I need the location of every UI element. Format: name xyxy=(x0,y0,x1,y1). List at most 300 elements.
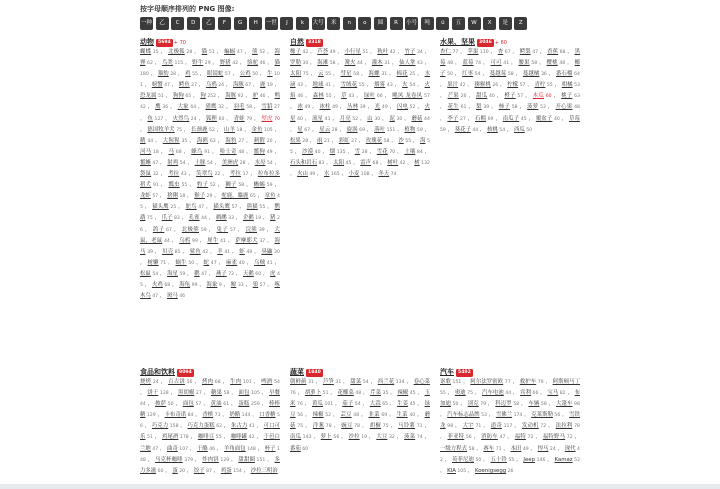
letter-button[interactable]: 一种 xyxy=(140,17,153,30)
item-link[interactable]: 大蒜 xyxy=(369,401,381,408)
item-link[interactable]: 海豚 xyxy=(225,93,237,100)
item-link[interactable]: 海龟 xyxy=(179,281,191,288)
item-link[interactable]: 阿尔法罗密欧 xyxy=(470,379,504,385)
item-link[interactable]: 灌木 xyxy=(371,60,383,67)
item-link[interactable]: 袋鼠 xyxy=(140,171,152,178)
letter-button[interactable]: C xyxy=(171,17,184,30)
item-link[interactable]: 马铃薯 xyxy=(398,423,416,430)
item-link[interactable]: 青蛙 xyxy=(233,115,245,122)
item-link[interactable]: 梨 xyxy=(475,104,482,111)
item-link[interactable]: 玫瑰花 xyxy=(365,137,383,144)
letter-button[interactable]: 吨 xyxy=(421,17,434,30)
item-link[interactable]: 布加迪 xyxy=(440,390,580,408)
item-link[interactable]: 植物 xyxy=(404,126,416,133)
item-link[interactable]: 海豹 xyxy=(225,137,237,144)
item-link[interactable]: 光 xyxy=(374,104,381,111)
item-link[interactable]: 甜菜 xyxy=(350,379,362,385)
item-link[interactable]: 五十铃 xyxy=(490,456,507,463)
item-link[interactable]: 彗星 xyxy=(340,71,352,78)
item-link[interactable]: 发动机 xyxy=(521,423,539,430)
item-link[interactable]: 宝马 xyxy=(547,390,559,397)
item-link[interactable]: 驴 xyxy=(252,93,259,100)
item-link[interactable]: 鲸 xyxy=(230,281,237,288)
item-link[interactable]: 黑胡椒 xyxy=(177,390,195,397)
item-link[interactable]: 狐狸 xyxy=(205,115,217,122)
item-link[interactable]: 罗勒 xyxy=(290,60,301,67)
item-link[interactable]: 现代 xyxy=(564,445,576,452)
item-link[interactable]: 棉花 xyxy=(396,71,408,78)
item-link[interactable]: 雷声 xyxy=(360,159,372,166)
item-link[interactable]: 海马 xyxy=(140,237,280,255)
item-link[interactable]: 山 xyxy=(367,115,373,122)
item-link[interactable]: 乌贼 xyxy=(254,259,266,266)
item-link[interactable]: 香槟 xyxy=(202,412,214,419)
item-link[interactable]: 太阳 xyxy=(333,159,345,166)
letter-button[interactable]: 大号 xyxy=(312,17,325,30)
item-link[interactable]: 核桃 xyxy=(487,126,498,133)
item-link[interactable]: 树叶 xyxy=(387,159,399,166)
item-link[interactable]: 石榴 xyxy=(475,115,487,122)
item-link[interactable]: 鳄梨 xyxy=(519,49,531,55)
item-link[interactable]: 消防车 xyxy=(481,434,498,441)
item-link[interactable]: 花椰菜 xyxy=(337,390,354,397)
item-link[interactable]: 南瓜子 xyxy=(502,115,520,122)
item-link[interactable]: 克莱斯勒 xyxy=(531,412,553,419)
item-link[interactable]: 拉布拉多猎犬 xyxy=(140,171,280,189)
item-link[interactable]: 贝壳 xyxy=(162,248,174,255)
section-title-link[interactable]: 自然 xyxy=(290,38,304,46)
item-link[interactable]: 大宇 xyxy=(462,423,474,430)
letter-button[interactable]: 圆 xyxy=(374,17,387,30)
item-link[interactable]: 芦笋 xyxy=(322,379,334,385)
item-link[interactable]: 甜瓜 xyxy=(475,93,488,100)
item-link[interactable]: 口香糖 xyxy=(259,412,276,419)
section-title-link[interactable]: 水果、坚果 xyxy=(440,38,475,46)
item-link[interactable]: 猫 xyxy=(201,49,208,55)
item-link[interactable]: 流星 xyxy=(312,115,324,122)
item-link[interactable]: 猫头鹰 xyxy=(213,204,230,211)
item-link[interactable]: 救护车 xyxy=(519,379,537,385)
item-link[interactable]: 蜂鸟 xyxy=(191,148,203,155)
letter-button[interactable]: o xyxy=(358,17,371,30)
item-link[interactable]: 草 xyxy=(341,93,347,100)
item-link[interactable]: 辣椒 xyxy=(397,390,409,397)
item-link[interactable]: 驼鹿，麋鹿 xyxy=(221,193,249,200)
item-link[interactable]: 山羊 xyxy=(224,126,235,133)
item-link[interactable]: 熊 xyxy=(252,49,258,55)
item-link[interactable]: 巧克力 xyxy=(151,423,169,430)
item-link[interactable]: 蜥蜴 xyxy=(253,182,266,189)
item-link[interactable]: 章鱼 xyxy=(264,193,276,200)
item-link[interactable]: 大豆 xyxy=(376,434,388,441)
item-link[interactable]: 浣熊 xyxy=(245,226,258,233)
item-link[interactable]: 月亮 xyxy=(339,115,351,122)
item-link[interactable]: 甜甜圈 xyxy=(238,456,255,463)
item-link[interactable]: 冬天 xyxy=(378,171,390,178)
item-link[interactable]: 海滩 xyxy=(317,60,329,67)
item-link[interactable]: 苹果 xyxy=(467,49,479,55)
item-link[interactable]: 大篷车 xyxy=(555,401,573,408)
item-link[interactable]: 樱桃 xyxy=(546,60,558,67)
item-link[interactable]: 福特 xyxy=(514,434,526,441)
item-link[interactable]: 犀牛 xyxy=(207,237,219,244)
item-link[interactable]: 大鼠，老鼠 xyxy=(140,226,280,244)
item-link[interactable]: 一级方程式 xyxy=(440,445,468,452)
item-link[interactable]: 青柠 xyxy=(534,82,546,89)
item-link[interactable]: 开心果 xyxy=(555,104,573,111)
item-link[interactable]: 金鱼 xyxy=(251,126,263,133)
item-link[interactable]: 蜗牛 xyxy=(175,259,187,266)
item-link[interactable]: Koenigsegg xyxy=(474,467,507,474)
item-link[interactable]: 本田 xyxy=(510,445,522,452)
item-link[interactable]: 鲨鱼 xyxy=(189,248,201,255)
item-link[interactable]: 柿子 xyxy=(498,104,511,111)
letter-button[interactable]: 小号 xyxy=(405,17,418,30)
item-link[interactable]: 西兰花 xyxy=(377,379,395,385)
item-link[interactable]: 雪佛兰 xyxy=(495,412,513,419)
item-link[interactable]: 炸肉饼 xyxy=(202,456,219,463)
item-link[interactable]: 大猩猩 xyxy=(162,137,180,144)
item-link[interactable]: 面包 xyxy=(238,390,250,397)
item-link[interactable]: 树 xyxy=(414,159,420,166)
letter-button[interactable]: 五 xyxy=(452,17,465,30)
letter-button[interactable]: J xyxy=(280,17,293,30)
item-link[interactable]: 德国牧羊犬 xyxy=(147,126,175,133)
item-link[interactable]: 啄木鸟 xyxy=(140,281,280,300)
item-link[interactable]: 赛车 xyxy=(483,445,495,452)
letter-button[interactable]: X xyxy=(483,17,496,30)
item-link[interactable]: 海象 xyxy=(206,281,218,288)
item-link[interactable]: 狗 xyxy=(200,93,206,100)
item-link[interactable]: 太阳 xyxy=(290,71,302,78)
item-link[interactable]: 篝火 xyxy=(344,60,356,67)
item-link[interactable]: 冰柱 xyxy=(319,104,331,111)
item-link[interactable]: 别克 xyxy=(467,401,479,408)
item-link[interactable]: 松鼠 xyxy=(140,270,151,277)
item-link[interactable]: 饼干 xyxy=(147,390,159,397)
item-link[interactable]: 香蕉 xyxy=(547,49,559,55)
item-link[interactable]: 鬣狗 xyxy=(253,148,266,155)
item-link[interactable]: 彩虹 xyxy=(338,137,350,144)
item-link[interactable]: 沙拉三明治 xyxy=(250,467,278,474)
item-link[interactable]: 糖果 xyxy=(210,390,222,397)
item-link[interactable]: 猴子 xyxy=(194,193,206,200)
item-link[interactable]: 猫豹 xyxy=(157,71,169,78)
item-link[interactable]: 草莓 xyxy=(569,115,580,122)
item-link[interactable]: 水 xyxy=(324,171,330,178)
item-link[interactable]: 菠萝 xyxy=(527,104,539,111)
item-link[interactable]: 龙虾 xyxy=(140,193,151,200)
item-link[interactable]: 乌鸦 xyxy=(205,82,217,89)
item-link[interactable]: 鹅 xyxy=(140,137,146,144)
item-link[interactable]: 考拉 xyxy=(168,171,180,178)
item-link[interactable]: 鸡 xyxy=(185,71,191,78)
item-link[interactable]: 巧克力蛋糕 xyxy=(187,423,215,430)
item-link[interactable]: 汽车标志品牌 xyxy=(447,412,480,419)
item-link[interactable]: 椰子 xyxy=(440,60,580,78)
item-link[interactable]: 鸡尾酒 xyxy=(161,434,179,441)
item-link[interactable]: 干邑白兰地 xyxy=(140,434,280,452)
item-link[interactable]: 啤酒 xyxy=(261,379,273,385)
item-link[interactable]: 红枣 xyxy=(462,71,474,78)
item-link[interactable]: 海鸥 xyxy=(196,137,209,144)
item-link[interactable]: 闪电 xyxy=(396,104,408,111)
letter-button[interactable]: k xyxy=(296,17,309,30)
item-link[interactable]: 法拉利 xyxy=(555,423,573,430)
item-link[interactable]: 奥迪 xyxy=(454,390,466,397)
item-link[interactable]: 蝙蝠 xyxy=(224,49,236,55)
item-link[interactable]: 菲亚特 xyxy=(447,434,465,441)
item-link[interactable]: 南瓜 xyxy=(290,434,302,441)
item-link[interactable]: 虾 xyxy=(239,248,245,255)
item-link[interactable]: 鸟类 xyxy=(161,60,173,67)
item-link[interactable]: 哈士奇 xyxy=(219,148,237,155)
item-link[interactable]: 百吉饼 xyxy=(168,379,185,385)
item-link[interactable]: 公鸡 xyxy=(239,71,251,78)
item-link[interactable]: 孔雀 xyxy=(188,215,200,222)
item-link[interactable]: 鸽子 xyxy=(152,226,165,233)
section-title-link[interactable]: 动物 xyxy=(140,38,154,46)
item-link[interactable]: 鬣蜥 xyxy=(140,159,151,166)
item-link[interactable]: 海螺 xyxy=(368,71,380,78)
item-link[interactable]: 可可 xyxy=(490,60,502,67)
item-link[interactable]: 树懒 xyxy=(147,259,159,266)
item-link[interactable]: 菠菜 xyxy=(404,434,416,441)
item-link[interactable]: 萨摩耶犬 xyxy=(235,237,258,244)
item-link[interactable]: 蛋糕 xyxy=(238,401,250,408)
item-link[interactable]: 熊猫 xyxy=(246,204,258,211)
item-link[interactable]: 斑马 xyxy=(166,293,178,300)
item-link[interactable]: 土壤 xyxy=(404,148,416,155)
item-link[interactable]: 雪花 xyxy=(376,148,388,155)
item-link[interactable]: 沙拉 xyxy=(348,434,360,441)
item-link[interactable]: 饺子 xyxy=(193,467,205,474)
item-link[interactable]: 乌鸦 xyxy=(179,237,191,244)
item-link[interactable]: 猫 xyxy=(274,60,280,67)
item-link[interactable]: Jeep xyxy=(523,456,536,463)
item-link[interactable]: 冰 xyxy=(297,104,303,111)
item-link[interactable]: 火鸡 xyxy=(151,281,163,288)
item-link[interactable]: 李子 xyxy=(447,115,459,122)
item-link[interactable]: 猞猁 xyxy=(167,193,178,200)
item-link[interactable]: Kamaz xyxy=(554,456,573,463)
item-link[interactable]: 秋叶 xyxy=(377,49,389,55)
item-link[interactable]: 企鹅 xyxy=(242,215,254,222)
item-link[interactable]: 大象 xyxy=(177,104,189,111)
item-link[interactable]: 腰果 xyxy=(518,60,530,67)
item-link[interactable]: 多力多滋 xyxy=(140,456,280,474)
item-link[interactable]: 小行星 xyxy=(344,49,361,55)
item-link[interactable]: 射鸡 xyxy=(167,159,179,166)
item-link[interactable]: 马 xyxy=(168,148,175,155)
item-link[interactable]: 果汁 xyxy=(447,82,459,89)
item-link[interactable]: 咖啡豆 xyxy=(197,434,215,441)
item-link[interactable]: 兔子 xyxy=(216,226,229,233)
item-link[interactable]: 火烈鸟 xyxy=(172,115,190,122)
item-link[interactable]: 麻雀 xyxy=(226,259,238,266)
item-link[interactable]: 柠檬 xyxy=(507,82,519,89)
item-link[interactable]: 河马 xyxy=(140,148,152,155)
item-link[interactable]: 星 xyxy=(297,126,303,133)
item-link[interactable]: 羊角面包 xyxy=(223,445,246,452)
item-link[interactable]: 蔓越莓 xyxy=(489,71,507,78)
item-link[interactable]: 辣椒 xyxy=(312,412,324,419)
item-link[interactable]: 壁虎 xyxy=(261,115,273,122)
item-link[interactable]: 火山 xyxy=(297,171,308,178)
item-link[interactable]: 沙 xyxy=(398,137,404,144)
item-link[interactable]: 水滴 xyxy=(290,71,430,89)
item-link[interactable]: 葵花子 xyxy=(454,126,471,133)
item-link[interactable]: 云 xyxy=(318,71,324,78)
item-link[interactable]: 鸵鸟 xyxy=(185,204,197,211)
item-link[interactable]: 臭鼬 xyxy=(261,248,273,255)
letter-button[interactable]: 是 xyxy=(499,17,512,30)
item-link[interactable]: 羊 xyxy=(217,248,223,255)
item-link[interactable]: 桃子 xyxy=(561,93,573,100)
item-link[interactable]: 福特野马 xyxy=(542,434,566,441)
item-link[interactable]: 可口可乐 xyxy=(140,423,280,441)
item-link[interactable]: 泥 xyxy=(389,115,395,122)
item-link[interactable]: 汽车电池 xyxy=(482,390,504,397)
item-link[interactable]: 狗狗 xyxy=(172,93,184,100)
item-link[interactable]: 鹳 xyxy=(194,270,200,277)
item-link[interactable]: 卷心菜 xyxy=(413,379,430,385)
item-link[interactable]: 水母 xyxy=(254,159,266,166)
letter-button[interactable]: 乙 xyxy=(202,17,215,30)
item-link[interactable]: 卡布奇诺 xyxy=(164,412,187,419)
item-link[interactable]: 咖啡罐 xyxy=(230,434,248,441)
item-link[interactable]: 地球 xyxy=(312,82,324,89)
item-link[interactable]: 萝卜 xyxy=(320,434,332,441)
item-link[interactable]: 番茄 xyxy=(290,445,301,452)
item-link[interactable]: 花生 xyxy=(447,104,459,111)
item-link[interactable]: 车辆 xyxy=(528,401,540,408)
item-link[interactable]: 蛋 xyxy=(172,467,178,474)
item-link[interactable]: 阿斯顿马丁 xyxy=(552,379,580,385)
item-link[interactable]: 棒棒糖 xyxy=(140,401,280,419)
item-link[interactable]: 飓风 龙卷风 xyxy=(392,93,423,100)
letter-button[interactable]: H xyxy=(249,17,262,30)
item-link[interactable]: 螃蟹 xyxy=(151,82,163,89)
item-link[interactable]: 黄瓜 xyxy=(311,401,323,408)
item-link[interactable]: 烟 xyxy=(329,148,336,155)
item-link[interactable]: 杏仁 xyxy=(440,49,451,55)
item-link[interactable]: 奶酪 xyxy=(229,412,241,419)
item-link[interactable]: 火 xyxy=(402,82,408,89)
item-link[interactable]: 橙子 xyxy=(504,93,516,100)
item-link[interactable]: 火焰 xyxy=(290,82,430,100)
section-title-link[interactable]: 汽车 xyxy=(440,368,454,376)
item-link[interactable]: 朱古力 xyxy=(231,423,248,430)
item-link[interactable]: 刺猬 xyxy=(253,137,266,144)
item-link[interactable]: 雪铁龙 xyxy=(440,412,580,430)
item-link[interactable]: 杏 xyxy=(497,49,504,55)
letter-button[interactable]: F xyxy=(218,17,231,30)
item-link[interactable]: 道奇 xyxy=(490,423,502,430)
letter-button[interactable]: ü xyxy=(436,17,449,30)
item-link[interactable]: 蛇 xyxy=(203,259,210,266)
item-link[interactable]: 茄子 xyxy=(342,401,354,408)
item-link[interactable]: 木瓜 xyxy=(532,93,545,100)
item-link[interactable]: 覆盆子 xyxy=(535,115,553,122)
item-link[interactable]: 松果 xyxy=(290,137,301,144)
item-link[interactable]: 燕子 xyxy=(215,270,227,277)
item-link[interactable]: 朝鲜蓟 xyxy=(290,379,307,385)
letter-button[interactable]: Z xyxy=(514,17,527,30)
item-link[interactable]: 鹰 xyxy=(155,104,161,111)
item-link[interactable]: 海星 xyxy=(167,270,178,277)
item-link[interactable]: KIA xyxy=(447,467,456,474)
item-link[interactable]: 鳄鱼 xyxy=(178,82,190,89)
item-link[interactable]: 早餐 xyxy=(269,390,280,397)
item-link[interactable]: 黄油 xyxy=(210,401,222,408)
letter-button[interactable]: W xyxy=(468,17,481,30)
item-link[interactable]: 生菜 xyxy=(396,412,408,419)
item-link[interactable]: 鱼 xyxy=(147,115,153,122)
item-link[interactable]: 芸豆 xyxy=(340,412,352,419)
item-link[interactable]: 考拉 xyxy=(229,171,241,178)
letter-button[interactable]: R xyxy=(390,17,403,30)
item-link[interactable]: 牛 xyxy=(267,71,273,78)
item-link[interactable]: 披萨 xyxy=(155,401,167,408)
item-link[interactable]: 蘑菇 xyxy=(411,115,423,122)
item-link[interactable]: 美洲虎 xyxy=(221,159,239,166)
item-link[interactable]: 虎 xyxy=(270,270,276,277)
item-link[interactable]: 天鹅 xyxy=(242,270,254,277)
item-link[interactable]: 绿叶 xyxy=(363,93,376,100)
item-link[interactable]: 韭菜 xyxy=(368,412,380,419)
item-link[interactable]: 瓢虫 xyxy=(168,182,180,189)
item-link[interactable]: 柑橘 xyxy=(561,82,573,89)
item-link[interactable]: 长颈鹿 xyxy=(191,126,208,133)
item-link[interactable]: 竹子 xyxy=(404,49,416,55)
item-link[interactable]: 芹菜 xyxy=(370,390,382,397)
item-link[interactable]: 西瓜 xyxy=(513,126,525,133)
letter-button[interactable]: 乙 xyxy=(156,17,169,30)
item-link[interactable]: 科迈罗 xyxy=(495,401,512,408)
item-link[interactable]: 仙人掌 xyxy=(399,60,416,67)
item-link[interactable]: 鸭 xyxy=(274,93,280,100)
item-link[interactable]: 海豚 xyxy=(232,82,244,89)
item-link[interactable]: 橡子 xyxy=(290,49,301,55)
item-link[interactable]: 沙漠 xyxy=(302,148,314,155)
item-link[interactable]: 曲奇 xyxy=(167,445,178,452)
item-link[interactable]: 生姜 xyxy=(397,401,409,408)
item-link[interactable]: 芒果 xyxy=(447,93,459,100)
item-link[interactable]: 玉米 xyxy=(290,390,430,408)
item-link[interactable]: 烟雾 xyxy=(374,82,386,89)
item-link[interactable]: 蘑菇 xyxy=(290,412,430,430)
item-link[interactable]: 海狸 xyxy=(140,49,280,67)
item-link[interactable]: 北极熊 xyxy=(181,226,200,233)
letter-button[interactable]: D xyxy=(187,17,200,30)
item-link[interactable]: 旋涡 xyxy=(346,126,358,133)
item-link[interactable]: 雪貂 xyxy=(261,104,273,111)
section-title-link[interactable]: 蔬菜 xyxy=(290,368,304,376)
item-link[interactable]: 干酪 xyxy=(196,445,208,452)
item-link[interactable]: 猫头鹰 xyxy=(152,204,169,211)
item-link[interactable]: 黑莓 xyxy=(440,49,580,67)
item-link[interactable]: 落叶 xyxy=(374,126,386,133)
item-link[interactable]: 恐龙属 xyxy=(140,93,157,100)
letter-button[interactable]: 米 xyxy=(327,17,340,30)
item-link[interactable]: 星云 xyxy=(319,126,331,133)
item-link[interactable]: 豌豆 xyxy=(341,423,353,430)
item-link[interactable]: 马克杯咖啡 xyxy=(155,456,183,463)
item-link[interactable]: 鸡蛋 xyxy=(220,467,232,474)
item-link[interactable]: 雨 xyxy=(317,137,323,144)
letter-button[interactable]: 一世 xyxy=(265,17,278,30)
